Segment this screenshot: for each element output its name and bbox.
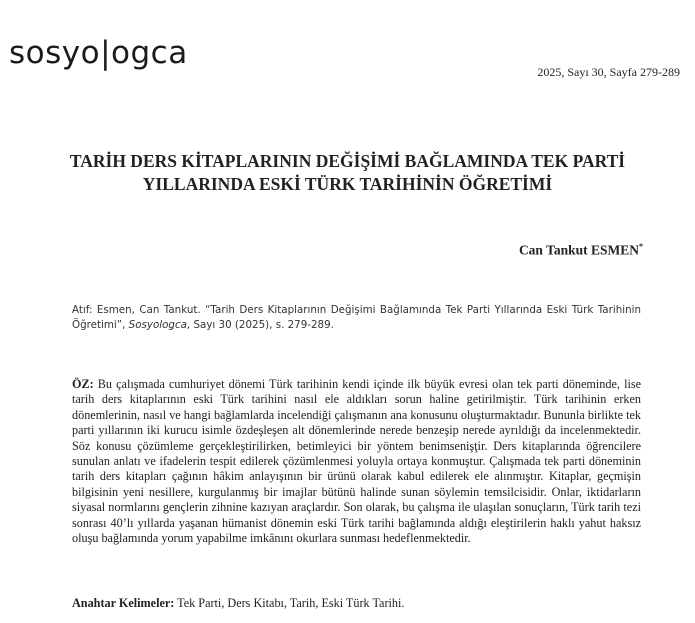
author-name-text: Can Tankut ESMEN — [518, 242, 639, 258]
keywords — [72, 596, 641, 611]
citation-prefix: Atıf: Esmen, Can Tankut. “Tarih Ders Kitaplarının Değişimi Bağlamında Tek Parti Yıllarında Eski Türk Tarihinin Öğretimi”, — [72, 304, 641, 331]
article-title: TARİH DERS KİTAPLARININ DEĞİŞİMİ BAĞLAMINDA TEK PARTİ YILLARINDA ESKİ TÜRK TARİHİNİN ÖĞRETİMİ — [69, 151, 626, 194]
abstract — [72, 377, 641, 546]
keywords-label: Anahtar Kelimeler: — [72, 596, 175, 610]
abstract-text: Bu çalışmada cumhuriyet dönemi Türk tarihinin kendi içinde ilk büyük evresi olan tek parti döneminde, lise tarih ders kitaplarının eski Türk tarihini nasıl ele aldıkları sorun haline getirilmiştir. Türk tarihinin erken dönemlerinin, nasıl ve hangi bağlamlarda incelendiği çalışmanın ana konusunu oluşturmaktadır. Bununla birlikte tek parti yıllarının iki kurucu isimle özdeşleşen alt dönemlerinde nerede benzeşip nerede ayrıldığı da incelenmektedir. Söz konusu çözümleme gerçekleştirilirken, betimleyici bir yöntem benimsenişţir. Ders kitaplarında öğrencilere sunulan anlatı ve ifadelerin tespit edilerek çözümlenmesi yoluyla ortaya konmuştur. Çalışmada tek parti döneminin tarih ders kitapları çağının hâkim anlayışının bir ürünü olarak kabul edilerek ele alınmıştır. Kitaplar, geçmişin bilgisinin yeni nesillere, kurgulanmış bir imajlar bütünü halinde sunan söylemin temsilcisidir. Onlar, iktidarların siyasal normlarını gençlerin zihnine kazıyan araçlardır. Son olarak, bu çalışma ile ulaşılan sonuçların, Türk tarih tezi sonrası 40’lı yıllarda yaşanan hümanist dönemin eski Türk tarihi bağlamında aldığı eleştirilerin haklı yahut haksız oluşu bağlamında yorum yapabilme imkânını okurlara sunması hedeflenmektedir. — [72, 377, 641, 546]
abstract-label: ÖZ: — [72, 377, 94, 391]
citation — [72, 303, 641, 333]
issue-info: 2025, Sayı 30, Sayfa 279-289 — [537, 65, 680, 79]
keywords-text: Tek Parti, Ders Kitabı, Tarih, Eski Türk Tarihi. — [174, 596, 405, 610]
author-name — [519, 242, 643, 259]
citation-journal: Sosyoloǥca — [128, 319, 187, 331]
citation-suffix: , Sayı 30 (2025), s. 279-289. — [186, 319, 334, 331]
author-footnote-mark[interactable]: * — [639, 242, 643, 251]
journal-logo: sosyo|ogca — [9, 35, 188, 71]
